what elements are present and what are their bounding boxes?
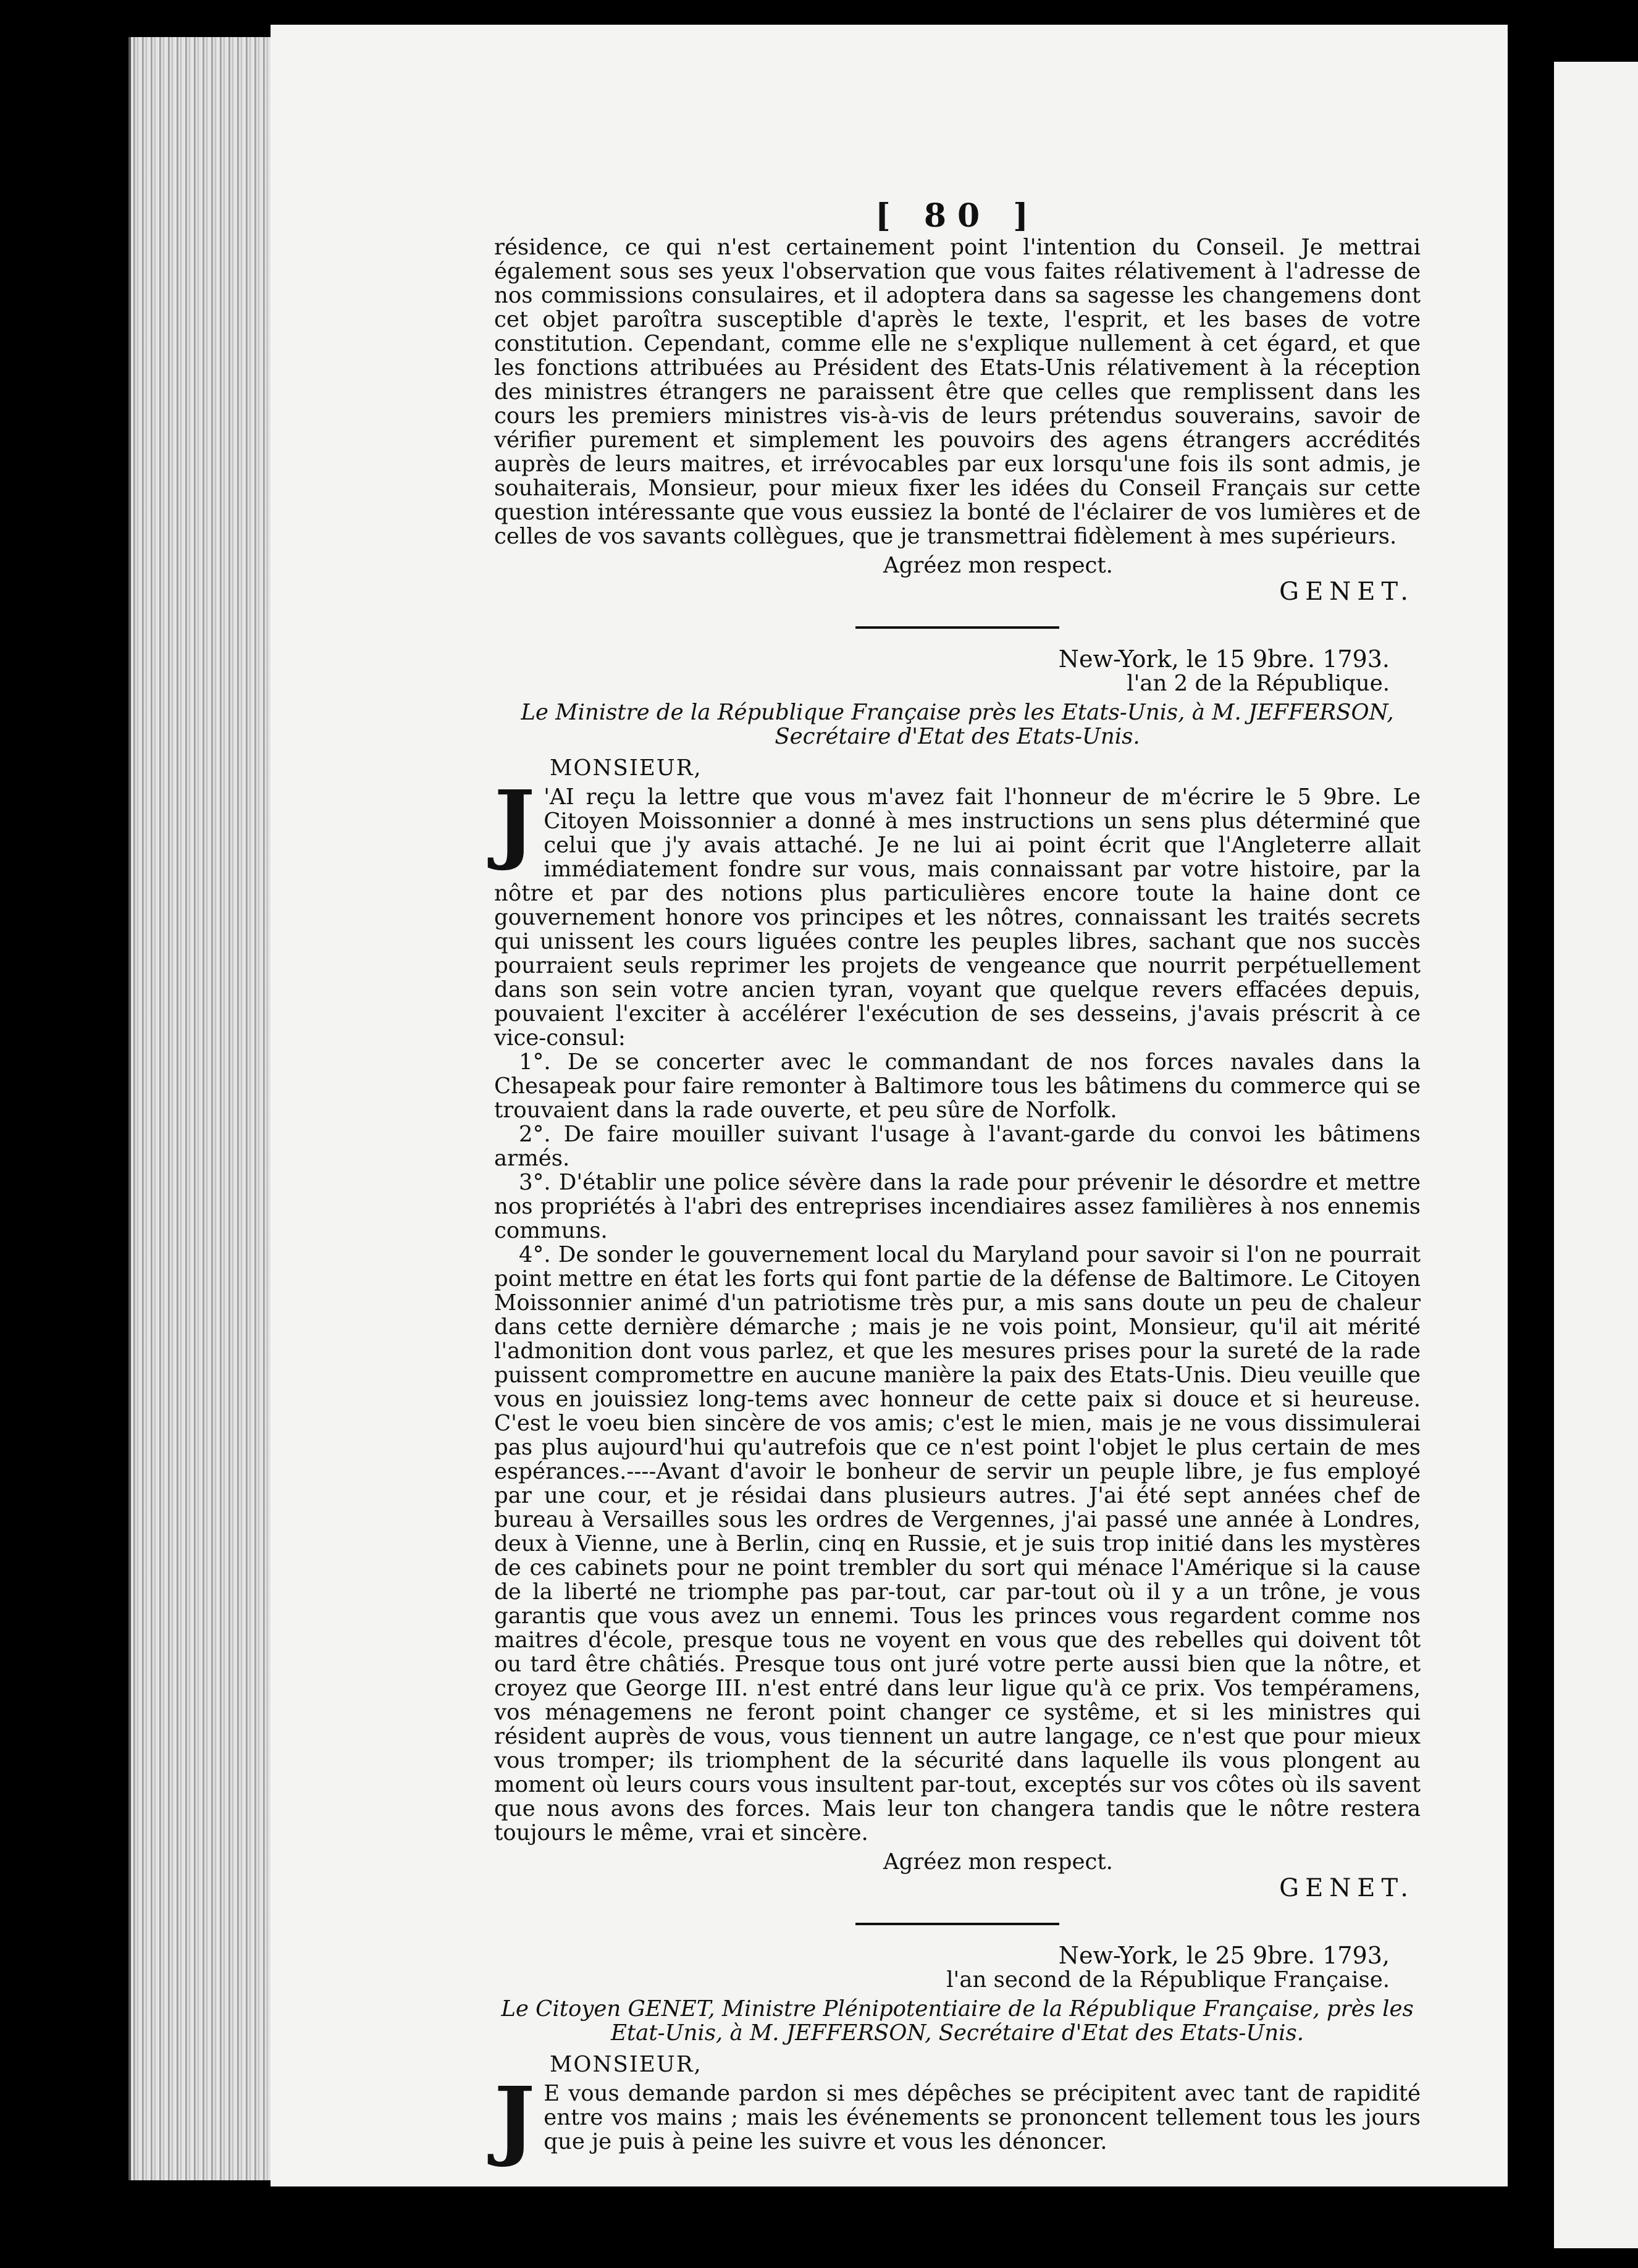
divider	[855, 1923, 1059, 1925]
drop-cap: J	[494, 2068, 536, 2170]
dateline-year: l'an second de la République Française.	[946, 1967, 1390, 1993]
list-item: 1°. De se concerter avec le commandant de nos forces navales dans la Chesapeak pour faire remonter à Baltimore tous les bâtimens du commerce qui se trouvaient dans la rade ouverte, et peu sûre de Norfolk.	[494, 1049, 1421, 1123]
closing: Agréez mon respect.	[883, 1849, 1113, 1875]
signature: GENET.	[1279, 578, 1414, 606]
paragraph: E vous demande pardon si mes dépêches se précipitent avec tant de rapidité entre vos mains ; mais les événements se prononcent tellement tous les jours que je puis à peine les suivre et vous les dénoncer.	[544, 2081, 1421, 2154]
dateline: New-York, le 25 9bre. 1793,	[1058, 1942, 1390, 1969]
list-item: 3°. D'établir une police sévère dans la rade pour prévenir le désordre et mettre nos propriétés à l'abri des entreprises incendiaires assez familières à nos ennemis communs.	[494, 1170, 1421, 1243]
salutation: MONSIEUR,	[550, 755, 702, 781]
page-number: [ 80 ]	[875, 197, 1040, 235]
paragraph: 'AI reçu la lettre que vous m'avez fait l'honneur de m'écrire le 5 9bre. Le Citoyen Moissonnier a donné à mes instructions un sens plus déterminé que celui que j'y avais attaché. Je ne lui ai point écrit que l'Angleterre allait immédiatement fondre sur vous, mais connaissant par votre histoire, par la nôtre et par des notions plus particulières encore toute la haine dont ce gouvernement honore vos principes et les nôtres, connaissant les traités secrets qui unissent les cours liguées contre les peuples libres, sachant que nos succès pourraient seuls reprimer les projets de vengeance que nourrit perpétuellement dans son sein votre ancien tyran, voyant que quelque revers effacées depuis, pouvaient l'exciter à accélérer l'exécution de ses desseins, j'avais préscrit à ce vice-consul:	[494, 784, 1421, 1051]
list-item: 4°. De sonder le gouvernement local du Maryland pour savoir si l'on ne pourrait point mettre en état les forts qui font partie de la défense de Baltimore. Le Citoyen Moissonnier animé d'un patriotisme très pur, a mis sans doute un peu de chaleur dans cette dernière démarche ; mais je ne vois point, Monsieur, qu'il ait mérité l'admonition dont vous parlez, et que les mesures prises pour la sureté de la rade puissent compromettre en aucune manière la paix des Etats-Unis. Dieu veuille que vous en jouissiez long-tems avec honneur de cette paix si douce et si heureuse. C'est le voeu bien sincère de vos amis; c'est le mien, mais je ne vous dissimulerai pas plus aujourd'hui qu'autrefois que ce n'est point l'objet le plus certain de mes espérances.----Avant d'avoir le bonheur de servir un peuple libre, je fus employé par une cour, et je résidai dans plusieurs autres. J'ai été sept années chef de bureau à Versailles sous les ordres de Vergennes, j'ai passé une année à Londres, deux à Vienne, une à Berlin, cinq en Russie, et je suis trop initié dans les mystères de ces cabinets pour ne point trembler du sort qui ménace l'Amérique si la cause de la liberté ne triomphe pas par-tout, car par-tout où il y a un trône, je vous garantis que vous avez un ennemi. Tous les princes vous regardent comme nos maitres d'école, presque tous ne voyent en vous que des rebelles qui doivent tôt ou tard être châtiés. Presque tous ont juré votre perte aussi bien que la nôtre, et croyez que George III. n'est entré dans leur ligue qu'à ce prix. Vos tempéramens, vos ménagemens ne feront point changer ce systême, et si les ministres qui résident auprès de vous, vous tiennent un autre langage, ce n'est que pour mieux vous tromper; ils triomphent de la sécurité dans laquelle ils vous plongent au moment où leurs cours vous insultent par-tout, exceptés sur vos côtes où ils savent que nous avons des forces. Mais leur ton changera tandis que le nôtre restera toujours le même, vrai et sincère.	[494, 1242, 1421, 1846]
dateline-year: l'an 2 de la République.	[1127, 671, 1390, 696]
adjacent-page	[1554, 62, 1638, 2248]
divider	[855, 626, 1059, 629]
letter-body	[494, 2068, 1421, 2170]
book-spine	[128, 37, 273, 2180]
letter-body	[494, 772, 1421, 1051]
letter-address: Le Citoyen GENET, Ministre Plénipotentiaire de la République Française, près les Etat-Unis, à M. JEFFERSON, Secrétaire d'Etat des Etats-Unis.	[501, 1996, 1414, 2046]
letter-address: Le Ministre de la République Française près les Etats-Unis, à M. JEFFERSON, Secrétaire d'Etat des Etats-Unis.	[521, 700, 1394, 749]
salutation: MONSIEUR,	[550, 2052, 702, 2077]
page-text	[494, 197, 1421, 2170]
signature: GENET.	[1279, 1874, 1414, 1902]
drop-cap: J	[494, 772, 536, 873]
list-item: 2°. De faire mouiller suivant l'usage à l'avant-garde du convoi les bâtimens armés.	[494, 1122, 1421, 1171]
paragraph: résidence, ce qui n'est certainement point l'intention du Conseil. Je mettrai également sous ses yeux l'observation que vous faites rélativement à l'adresse de nos commissions consulaires, et il adoptera dans sa sagesse les changemens dont cet objet paroîtra susceptible d'après le texte, l'esprit, et les bases de votre constitution. Cependant, comme elle ne s'explique nullement à cet égard, et que les fonctions attribuées au Président des Etats-Unis rélativement à la réception des ministres étrangers ne paraissent être que celles que remplissent dans les cours les premiers ministres vis-à-vis de leurs prétendus souverains, savoir de vérifier purement et simplement les pouvoirs des agens étrangers accrédités auprès de leurs maitres, et irrévocables par eux lorsqu'une fois ils sont admis, je souhaiterais, Monsieur, pour mieux fixer les idées du Conseil Français sur cette question intéressante que vous eussiez la bonté de l'éclairer de vos lumières et de celles de vos savants collègues, que je transmettrai fidèlement à mes supérieurs.	[494, 235, 1421, 549]
closing: Agréez mon respect.	[883, 553, 1113, 578]
dateline: New-York, le 15 9bre. 1793.	[1058, 645, 1390, 673]
